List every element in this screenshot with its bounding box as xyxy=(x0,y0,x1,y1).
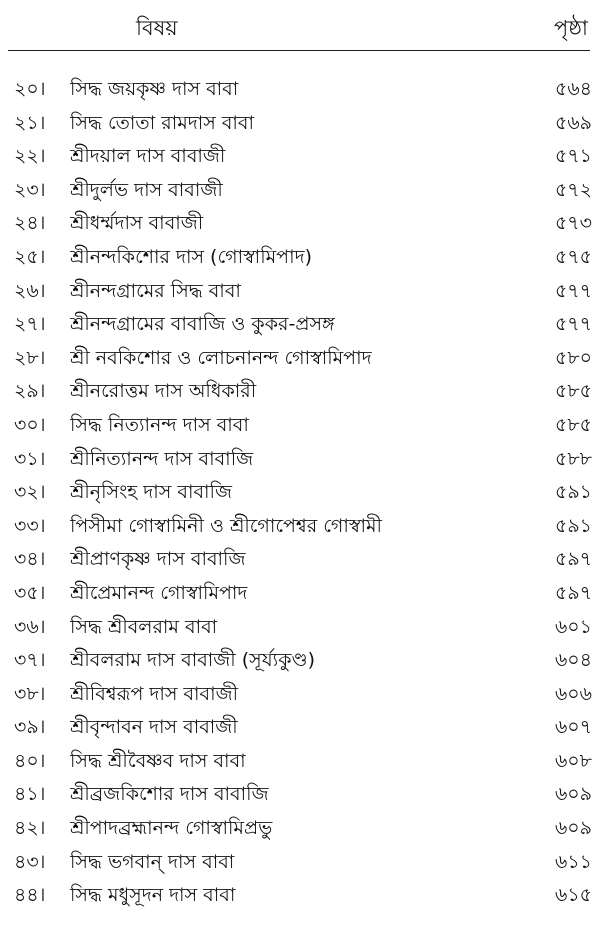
entry-number: ৪৩। xyxy=(14,850,46,873)
entry-title: শ্রীনন্দকিশোর দাস (গোস্বামিপাদ) xyxy=(70,245,312,268)
toc-entry xyxy=(0,376,600,410)
toc-entry xyxy=(0,612,600,646)
page-column-heading: পৃষ্ঠা xyxy=(553,16,588,40)
entry-title: শ্রীপাদব্রহ্মানন্দ গোস্বামিপ্রভু xyxy=(70,817,273,840)
entry-title: শ্রীপ্রাণকৃষ্ণ দাস বাবাজি xyxy=(70,548,246,571)
entry-page-number: ৫৮০ xyxy=(554,346,592,369)
entry-page-number: ৬০৭ xyxy=(554,716,592,739)
entry-title: শ্রীধর্ম্মদাস বাবাজী xyxy=(70,212,204,235)
entry-page-number: ৫৬৪ xyxy=(554,78,592,100)
entry-number: ৪০। xyxy=(14,749,46,772)
entry-page-number: ৬০১ xyxy=(554,615,592,638)
entry-number: ২০। xyxy=(14,78,46,100)
subject-column-heading: বিষয় xyxy=(136,16,178,40)
toc-entry xyxy=(0,477,600,511)
entry-page-number: ৬০৪ xyxy=(554,649,592,672)
entry-number: ৩৩। xyxy=(14,514,46,537)
entry-number: ২২। xyxy=(14,145,46,168)
entry-title: শ্রীনন্দগ্রামের বাবাজি ও কুকর-প্রসঙ্গ xyxy=(70,313,335,336)
toc-entry xyxy=(0,276,600,310)
entry-title: শ্রীবলরাম দাস বাবাজী (সূর্য্যকুণ্ড) xyxy=(70,649,316,672)
entry-title: সিদ্ধ শ্রীবলরাম বাবা xyxy=(70,615,218,638)
entry-page-number: ৫৭১ xyxy=(554,145,592,168)
toc-entry xyxy=(0,343,600,377)
toc-entry xyxy=(0,511,600,545)
table-of-contents xyxy=(0,74,600,914)
entry-page-number: ৫৭৭ xyxy=(554,313,592,336)
entry-page-number: ৬০৯ xyxy=(554,783,592,806)
entry-page-number: ৫৮৮ xyxy=(555,447,592,470)
entry-number: ৩২। xyxy=(14,481,46,504)
entry-number: ৪৪। xyxy=(14,884,46,907)
entry-page-number: ৫৭৫ xyxy=(554,245,592,268)
entry-title: শ্রীবিশ্বরূপ দাস বাবাজী xyxy=(70,682,239,705)
toc-entry xyxy=(0,880,600,914)
toc-entry xyxy=(0,779,600,813)
entry-title: সিদ্ধ ভগবান্ দাস বাবা xyxy=(70,850,235,873)
toc-entry xyxy=(0,175,600,209)
toc-entry xyxy=(0,444,600,478)
toc-entry xyxy=(0,847,600,881)
toc-entry xyxy=(0,679,600,713)
entry-title: শ্রীনৃসিংহ দাস বাবাজি xyxy=(70,481,232,504)
entry-number: ২৯। xyxy=(14,380,46,403)
entry-title: শ্রীব্রজকিশোর দাস বাবাজি xyxy=(70,783,269,806)
entry-number: ৪২। xyxy=(14,817,46,840)
toc-entry xyxy=(0,309,600,343)
entry-number: ২৮। xyxy=(14,346,46,369)
toc-entry xyxy=(0,544,600,578)
entry-title: সিদ্ধ শ্রীবৈষ্ণব দাস বাবা xyxy=(70,749,246,772)
entry-number: ৩১। xyxy=(14,447,46,470)
toc-entry xyxy=(0,74,600,108)
entry-title: শ্রীপ্রেমানন্দ গোস্বামিপাদ xyxy=(70,581,248,604)
entry-title: সিদ্ধ তোতা রামদাস বাবা xyxy=(70,111,255,134)
entry-page-number: ৬০৬ xyxy=(554,682,592,705)
entry-title: শ্রীদুর্লভ দাস বাবাজী xyxy=(70,178,223,201)
entry-page-number: ৬০৮ xyxy=(554,749,592,772)
entry-number: ২১। xyxy=(14,111,46,134)
entry-number: ৩৪। xyxy=(14,548,46,571)
toc-entry xyxy=(0,712,600,746)
entry-title: সিদ্ধ জয়কৃষ্ণ দাস বাবা xyxy=(70,78,239,100)
entry-page-number: ৬১১ xyxy=(554,850,592,873)
toc-entry xyxy=(0,578,600,612)
entry-number: ২৫। xyxy=(14,245,46,268)
entry-title: সিদ্ধ নিত্যানন্দ দাস বাবা xyxy=(70,413,249,436)
entry-number: ৩৭। xyxy=(14,649,46,672)
entry-page-number: ৫৯৭ xyxy=(554,548,592,571)
entry-page-number: ৬১৫ xyxy=(554,884,592,907)
toc-entry xyxy=(0,746,600,780)
entry-page-number: ৫৭৭ xyxy=(554,279,592,302)
entry-number: ২৬। xyxy=(14,279,46,302)
entry-page-number: ৫৯১ xyxy=(555,481,592,504)
entry-number: ৩৬। xyxy=(14,615,46,638)
entry-page-number: ৫৯১ xyxy=(555,514,592,537)
entry-number: ২৭। xyxy=(14,313,46,336)
toc-entry xyxy=(0,813,600,847)
toc-entry xyxy=(0,242,600,276)
toc-entry xyxy=(0,410,600,444)
entry-page-number: ৫৮৫ xyxy=(555,380,592,403)
entry-page-number: ৫৭৩ xyxy=(554,212,592,235)
toc-entry xyxy=(0,208,600,242)
toc-header xyxy=(8,8,590,51)
entry-number: ২৩। xyxy=(14,178,46,201)
entry-title: শ্রীনরোত্তম দাস অধিকারী xyxy=(70,380,257,403)
toc-entry xyxy=(0,108,600,142)
entry-title: শ্রীনিত্যানন্দ দাস বাবাজি xyxy=(70,447,254,470)
entry-number: ৩৫। xyxy=(14,581,46,604)
entry-number: ২৪। xyxy=(14,212,46,235)
entry-number: ৩৮। xyxy=(14,682,46,705)
toc-entry xyxy=(0,645,600,679)
entry-title: শ্রী নবকিশোর ও লোচনানন্দ গোস্বামিপাদ xyxy=(70,346,372,369)
entry-page-number: ৫৬৯ xyxy=(554,111,592,134)
entry-page-number: ৬০৯ xyxy=(554,817,592,840)
toc-entry xyxy=(0,141,600,175)
entry-page-number: ৫৭২ xyxy=(554,178,592,201)
entry-title: পিসীমা গোস্বামিনী ও শ্রীগোপেশ্বর গোস্বামী xyxy=(70,514,382,537)
entry-title: শ্রীদয়াল দাস বাবাজী xyxy=(70,145,226,168)
entry-page-number: ৫৮৫ xyxy=(555,413,592,436)
entry-page-number: ৫৯৭ xyxy=(554,581,592,604)
entry-title: শ্রীনন্দগ্রামের সিদ্ধ বাবা xyxy=(70,279,241,302)
entry-title: শ্রীবৃন্দাবন দাস বাবাজী xyxy=(70,716,238,739)
entry-number: ৩৯। xyxy=(14,716,46,739)
entry-number: ৪১। xyxy=(14,783,46,806)
entry-title: সিদ্ধ মধুসূদন দাস বাবা xyxy=(70,884,236,907)
entry-number: ৩০। xyxy=(14,413,46,436)
